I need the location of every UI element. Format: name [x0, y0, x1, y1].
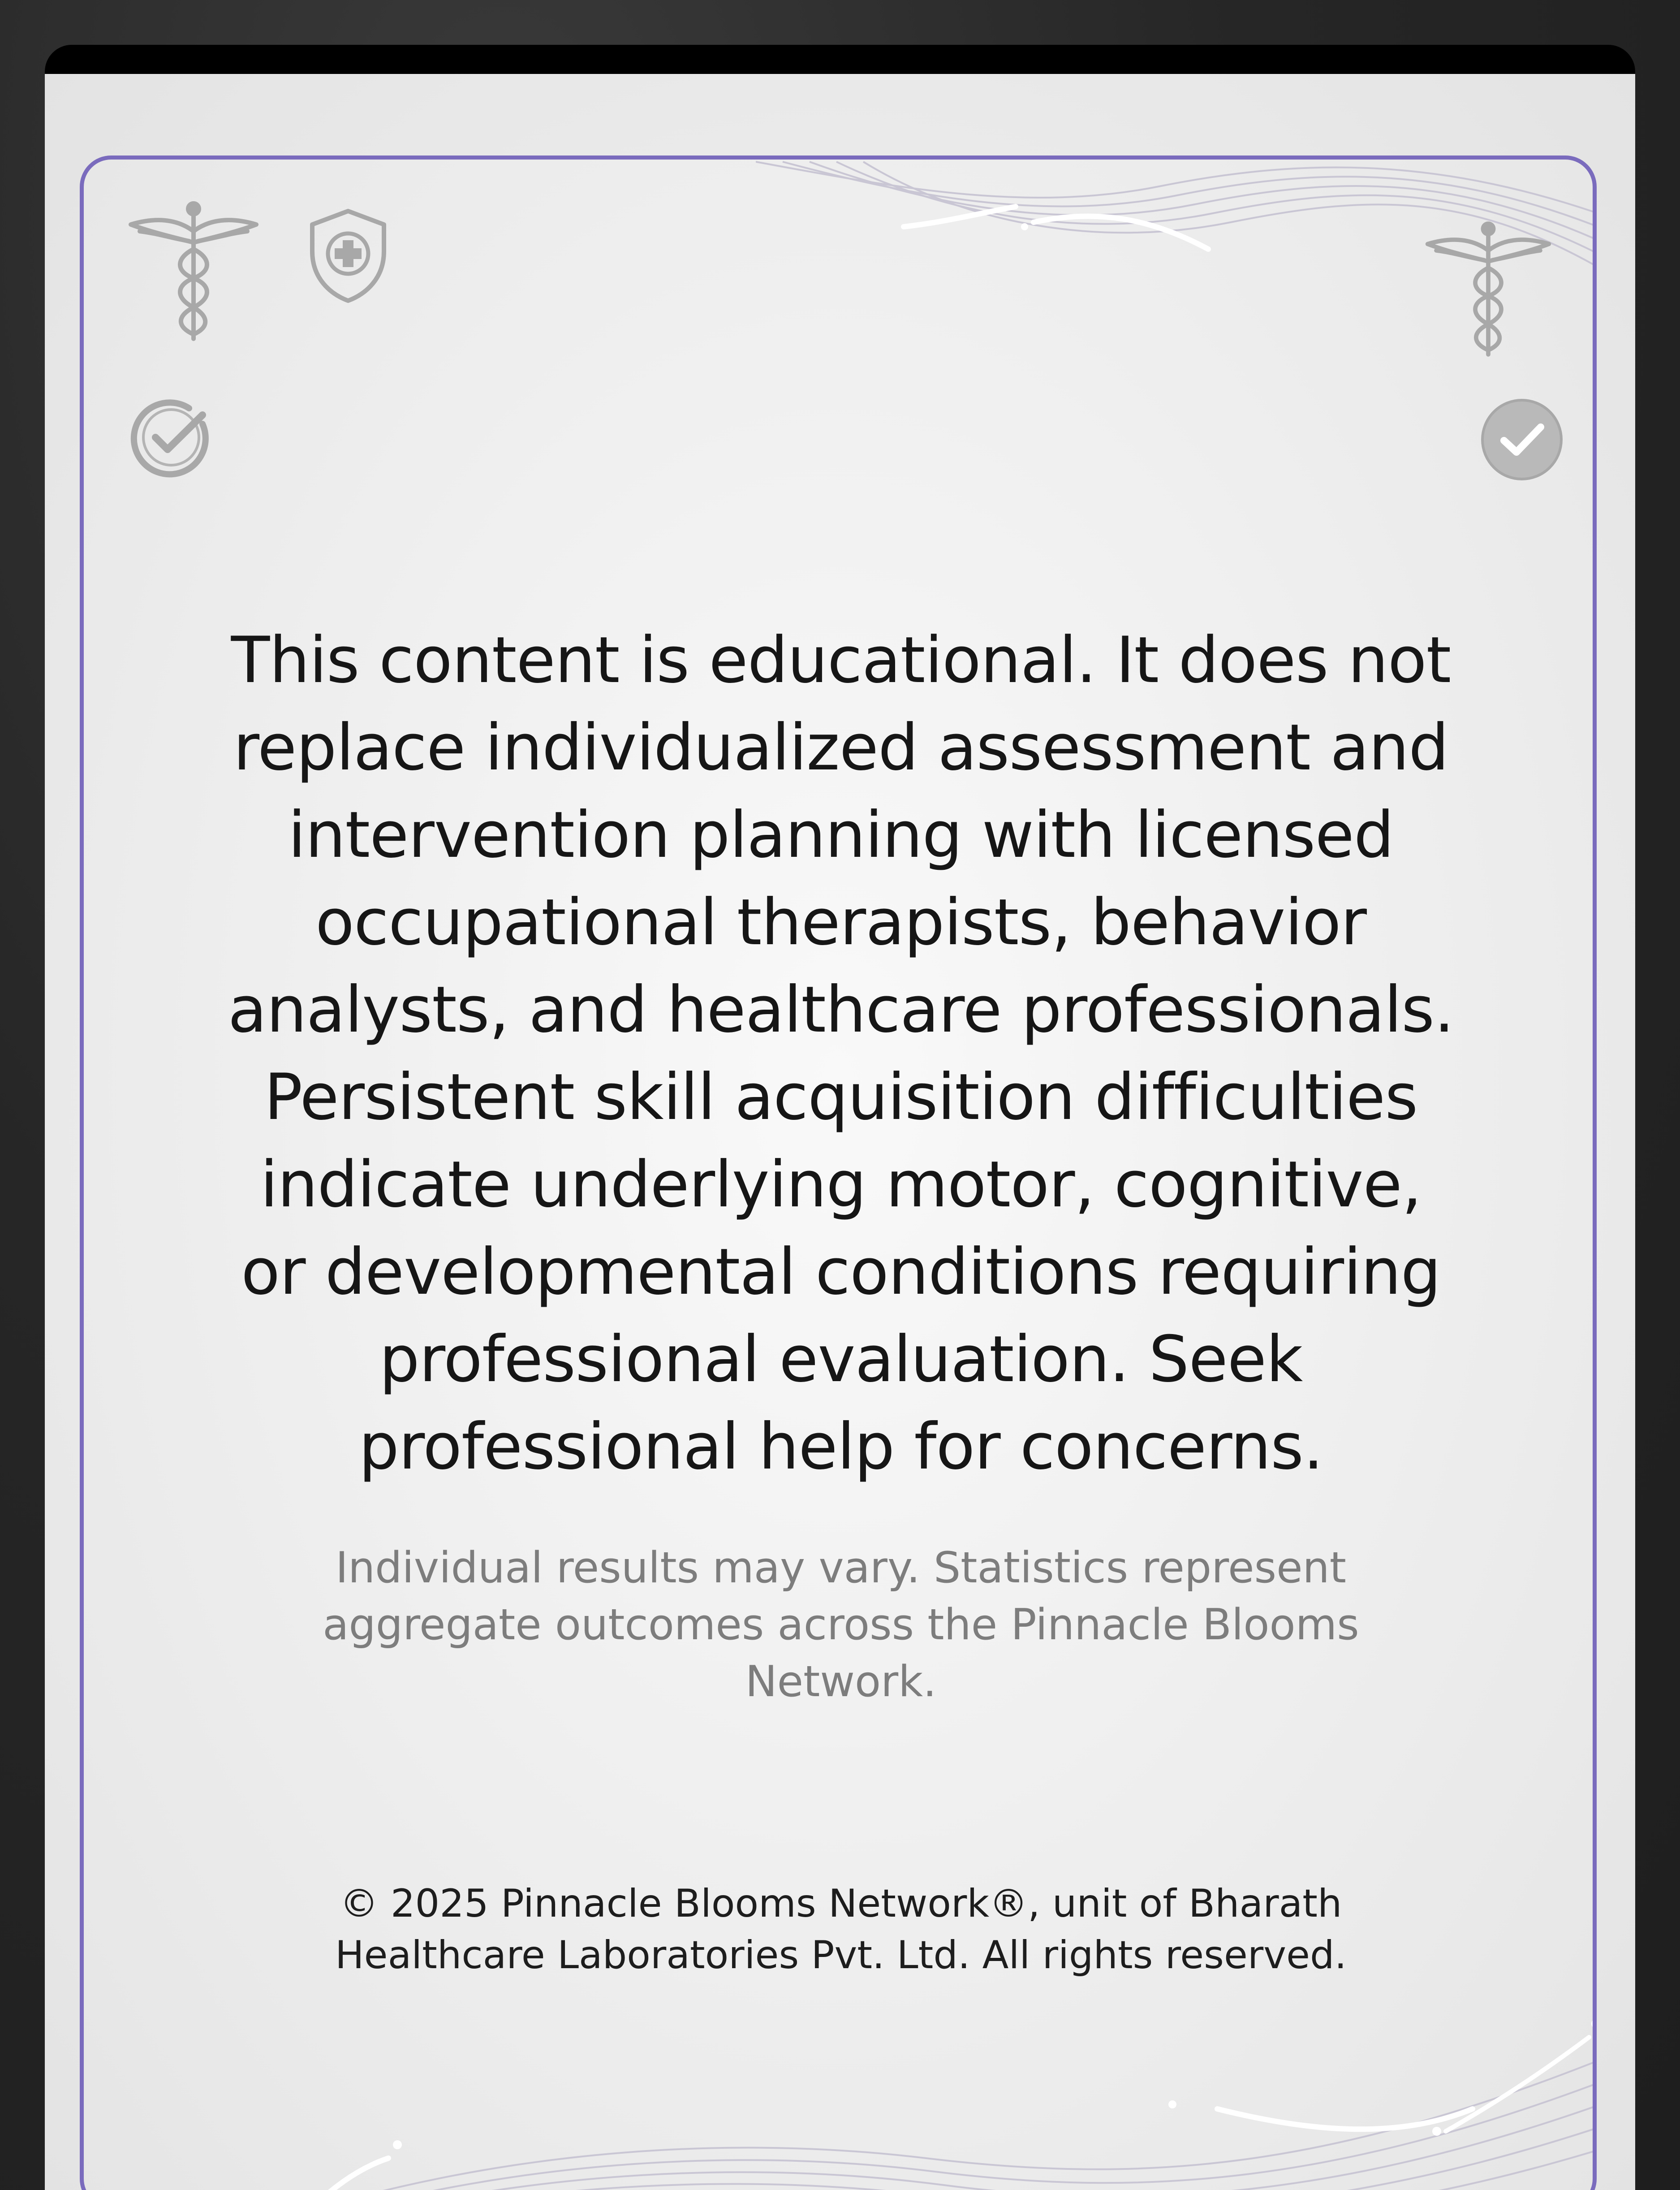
check-circle-outline-icon [126, 393, 216, 482]
device-frame [45, 45, 1635, 2190]
disclaimer-note: Individual results may vary. Statistics represent aggregate outcomes across the Pinnacle Blooms Network. [323, 1543, 1359, 1706]
wave-decoration-bottom [299, 1997, 1597, 2190]
shield-plus-icon [303, 207, 393, 305]
screen [45, 74, 1635, 2190]
check-circle-filled-icon [1477, 395, 1567, 484]
caduceus-icon [126, 200, 261, 343]
disclaimer-main-text: This content is educational. It does not replace individualized assessment and intervention planning with licensed occupational therapists, behavior analysts, and healthcare professionals. Persistent skill acquisition difficulties indicate underlying motor, cognitive, or developmental conditions requiring professional evaluation. Seek professional help for concerns. [228, 623, 1454, 1484]
caduceus-icon [1423, 220, 1553, 359]
copyright-notice: © 2025 Pinnacle Blooms Network®, unit of Bharath Healthcare Laboratories Pvt. Ltd. All rights reserved. [335, 1881, 1347, 1978]
disclaimer-card [80, 156, 1597, 2190]
